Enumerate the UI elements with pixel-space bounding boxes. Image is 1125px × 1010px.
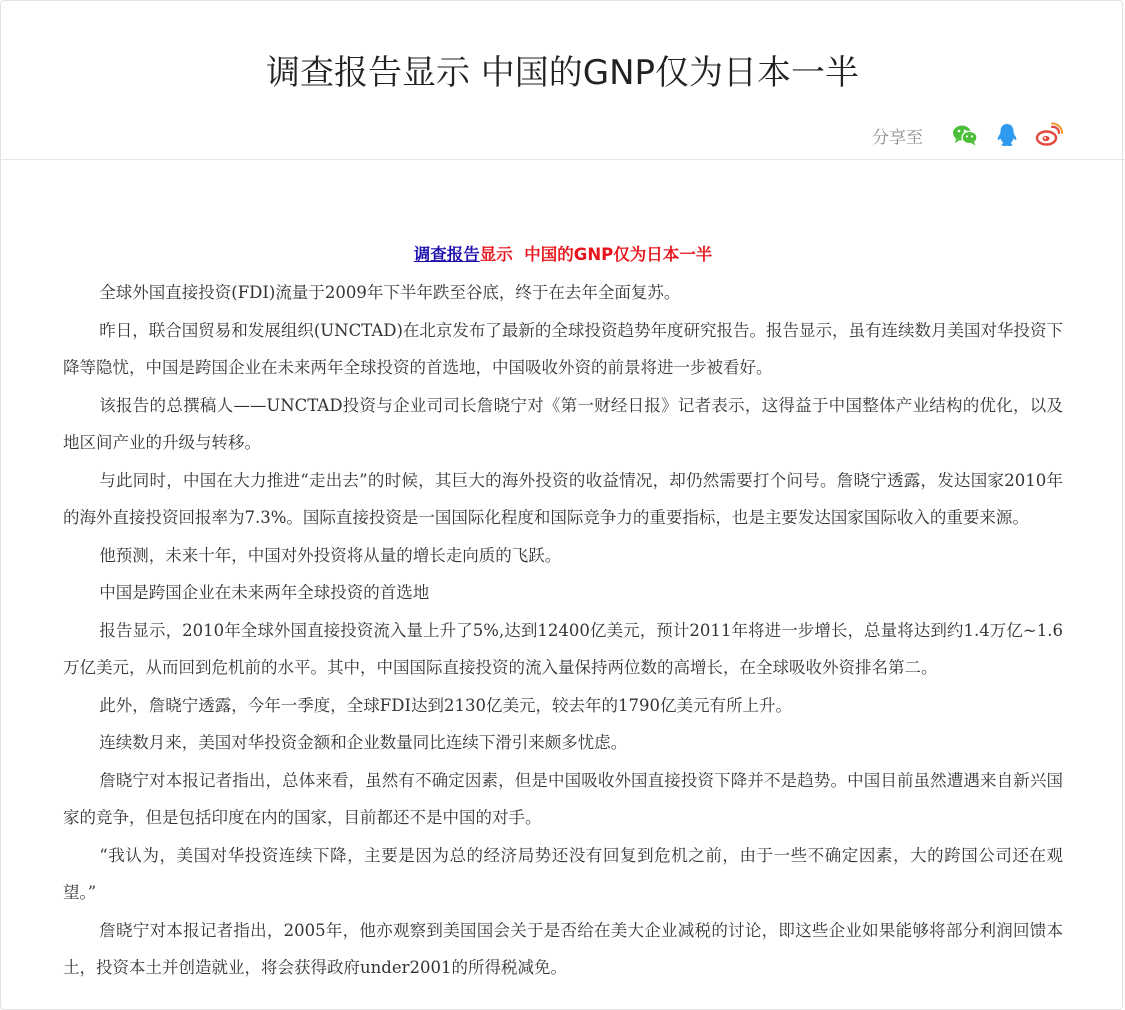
paragraph: 他预测，未来十年，中国对外投资将从量的增长走向质的飞跃。 bbox=[99, 545, 562, 565]
paragraph: 该报告的总撰稿人——UNCTAD投资与企业司司长詹晓宁对《第一财经日报》记者表示，这得益于中国整体产业结构的优化，以及地区间产业的升级与转移。 bbox=[63, 395, 1063, 452]
paragraph: 全球外国直接投资(FDI)流量于2009年下半年跌至谷底，终于在去年全面复苏。 bbox=[99, 283, 681, 302]
weibo-icon[interactable] bbox=[1035, 121, 1063, 149]
article-title-link[interactable]: 调查报告 bbox=[413, 245, 480, 264]
article-title bbox=[63, 236, 1063, 274]
share-label: 分享至 bbox=[872, 127, 923, 148]
paragraph: 詹晓宁对本报记者指出，总体来看，虽然有不确定因素，但是中国吸收外国直接投资下降并不是趋势。中国目前虽然遭遇来自新兴国家的竞争，但是包括印度在内的国家，目前都还不是中国的对手。 bbox=[63, 770, 1063, 827]
paragraph: 此外，詹晓宁透露，今年一季度，全球FDI达到2130亿美元，较去年的1790亿美元有所上升。 bbox=[99, 695, 792, 715]
article-header bbox=[0, 0, 1125, 160]
wechat-icon[interactable] bbox=[951, 121, 979, 149]
paragraph: 与此同时，中国在大力推进“走出去”的时候，其巨大的海外投资的收益情况，却仍然需要打个问号。詹晓宁透露，发达国家2010年的海外直接投资回报率为7.3%。国际直接投资是一国国际化程度和国际竞争力的重要指标，也是主要发达国家国际收入的重要来源。 bbox=[63, 470, 1063, 527]
page-title: 调查报告显示 中国的GNP仅为日本一半 bbox=[265, 53, 860, 93]
paragraph: 詹晓宁对本报记者指出，2005年，他亦观察到美国国会关于是否给在美大企业减税的讨论，即这些企业如果能够将部分利润回馈本土，投资本土并创造就业，将会获得政府under2001的所得税减免。 bbox=[63, 920, 1063, 977]
paragraph: “我认为，美国对华投资连续下降，主要是因为总的经济局势还没有回复到危机之前，由于一些不确定因素，大的跨国公司还在观望。” bbox=[63, 845, 1063, 902]
share-bar bbox=[872, 118, 1063, 152]
paragraph: 昨日，联合国贸易和发展组织(UNCTAD)在北京发布了最新的全球投资趋势年度研究报告。报告显示，虽有连续数月美国对华投资下降等隐忧，中国是跨国企业在未来两年全球投资的首选地，中国吸收外资的前景将进一步被看好。 bbox=[63, 320, 1063, 377]
article-body bbox=[63, 236, 1063, 987]
article-title-text: 显示 中国的GNP仅为日本一半 bbox=[479, 245, 713, 264]
paragraph: 报告显示，2010年全球外国直接投资流入量上升了5%,达到12400亿美元，预计2011年将进一步增长，总量将达到约1.4万亿~1.6万亿美元，从而回到危机前的水平。其中，中国国际直接投资的流入量保持两位数的高增长，在全球吸收外资排名第二。 bbox=[63, 620, 1063, 677]
paragraph: 连续数月来，美国对华投资金额和企业数量同比连续下滑引来颇多忧虑。 bbox=[99, 733, 628, 752]
qq-icon[interactable] bbox=[993, 121, 1021, 149]
paragraph: 中国是跨国企业在未来两年全球投资的首选地 bbox=[99, 583, 430, 602]
